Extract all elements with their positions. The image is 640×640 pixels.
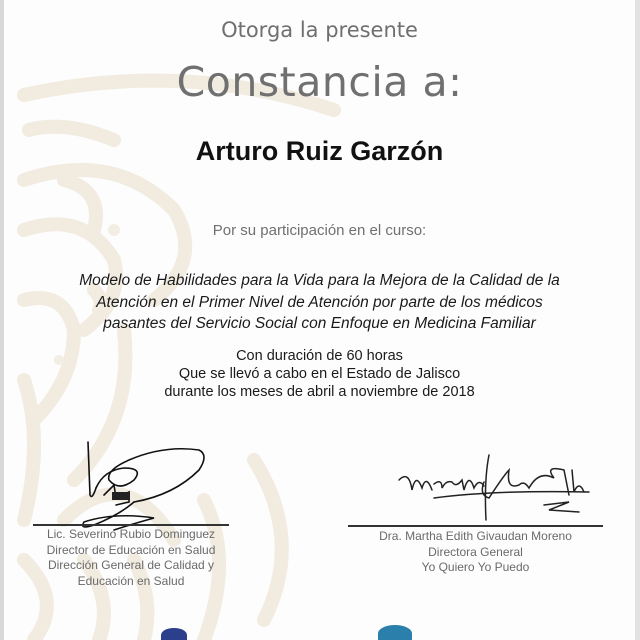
signatory-name: Lic. Severino Rubio Dominguez [46, 527, 216, 541]
institution-logo-icon [161, 628, 187, 640]
signatory-role: Director de Educación en Salud [46, 542, 216, 557]
yo-quiero-yo-puedo-logo-icon [378, 625, 412, 640]
page-edge-right [635, 0, 640, 640]
location-text: Que se llevó a cabo en el Estado de Jalisco [178, 366, 461, 382]
signature-left-icon [74, 440, 234, 535]
participation-text: Por su participación en el curso: [212, 222, 427, 239]
course-details [4, 347, 635, 401]
recipient-name: Arturo Ruiz Garzón [195, 136, 444, 166]
signatory-right [348, 529, 603, 576]
date-range-text: durante los meses de abril a noviembre de 2018 [164, 384, 475, 400]
certificate-page [4, 0, 635, 640]
signatory-org: Educación en Salud [77, 573, 185, 588]
signatory-org: Dirección General de Calidad y [47, 558, 215, 572]
signature-right-icon [394, 450, 594, 525]
duration-text: Con duración de 60 horas [236, 348, 403, 364]
signatory-role: Directora General [428, 544, 523, 559]
signature-line-right [348, 525, 603, 527]
course-line: pasantes del Servicio Social con Enfoque en Medicina Familiar [103, 315, 536, 332]
course-title [4, 270, 635, 335]
certificate-title: Constancia a: [176, 58, 463, 106]
intro-text: Otorga la presente [221, 18, 418, 42]
signatory-name: Dra. Martha Edith Givaudan Moreno [379, 529, 572, 543]
signatory-left [33, 527, 229, 589]
signature-line-left [33, 524, 229, 526]
course-line: Modelo de Habilidades para la Vida para la Mejora de la Calidad de la [79, 272, 560, 289]
signatory-org: Yo Quiero Yo Puedo [421, 560, 530, 574]
course-line: Atención en el Primer Nivel de Atención por parte de los médicos [96, 293, 543, 311]
